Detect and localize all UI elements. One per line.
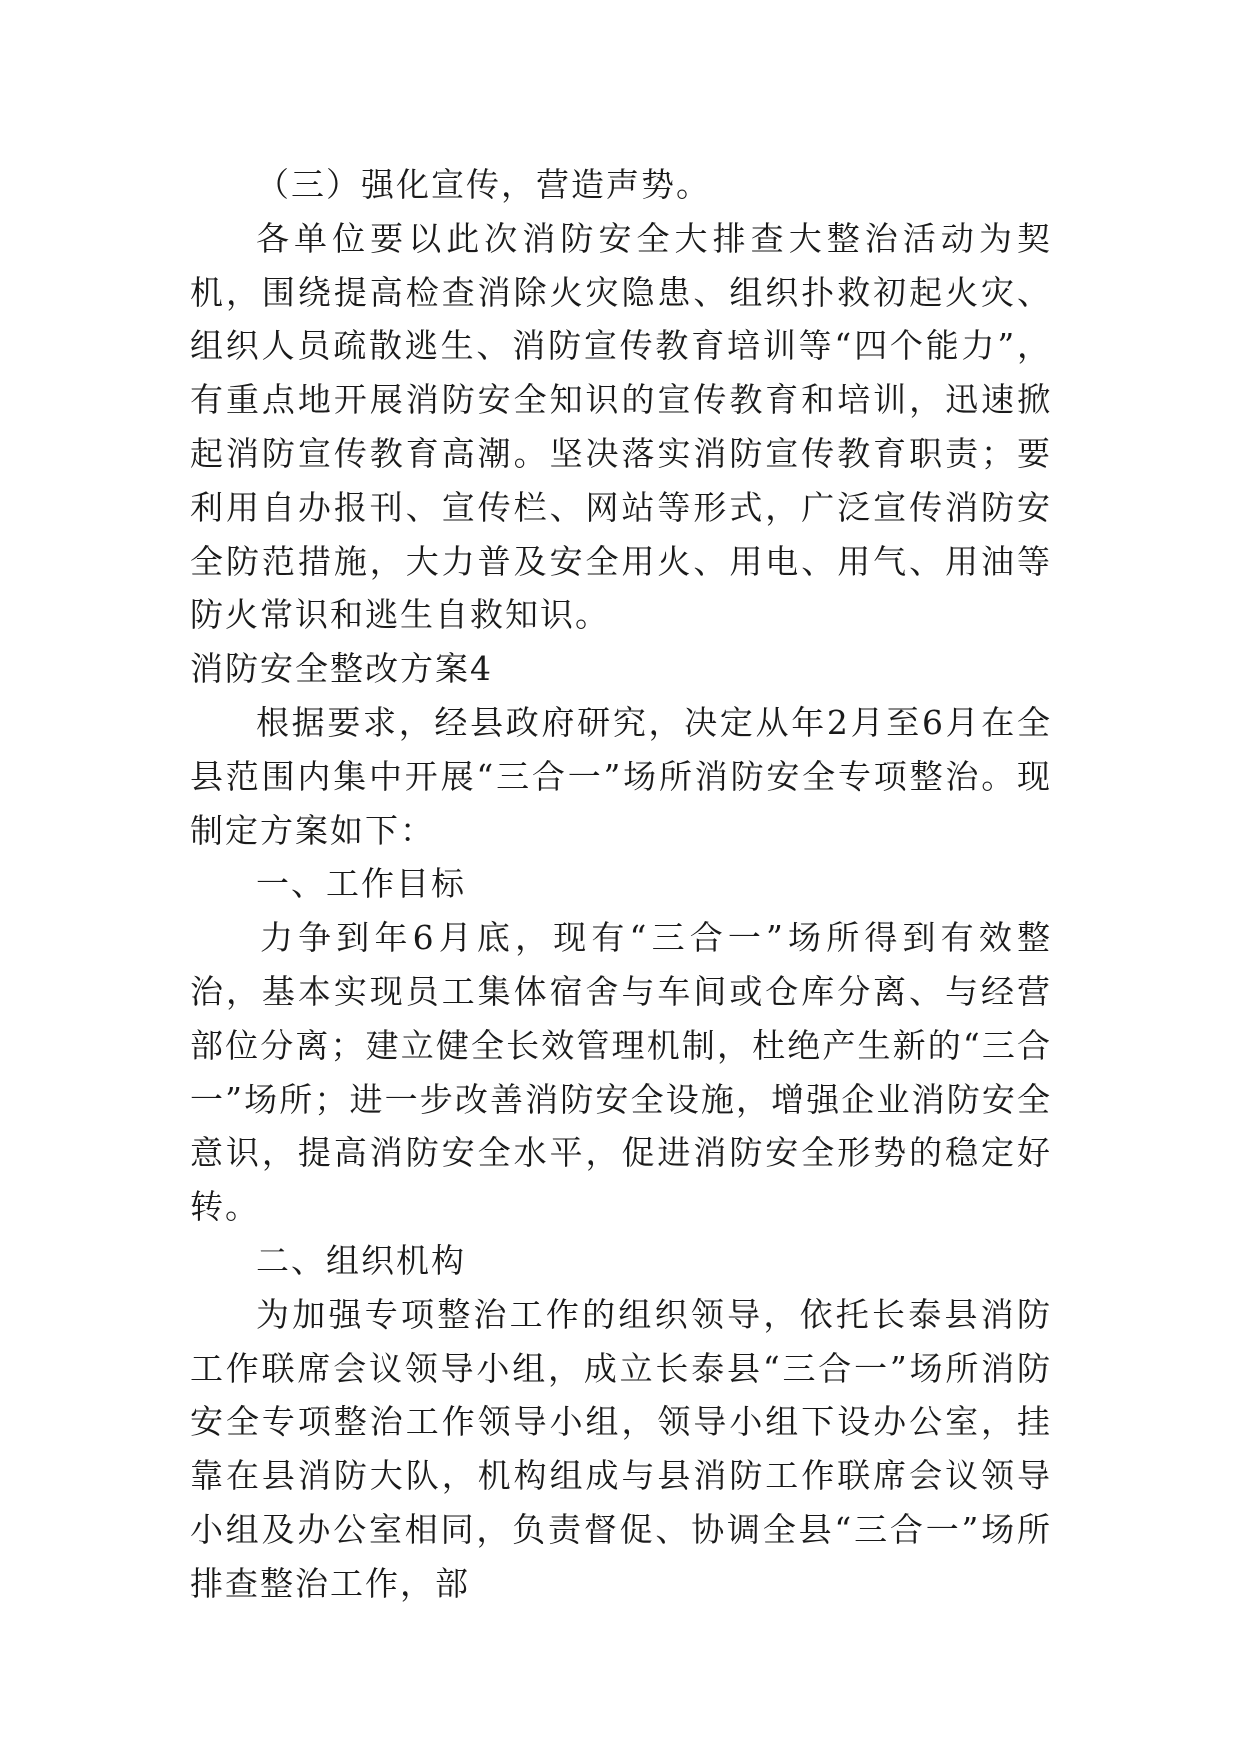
- paragraph-organization: 为加强专项整治工作的组织领导，依托长泰县消防工作联席会议领导小组，成立长泰县“三合一”场所消防安全专项整治工作领导小组，领导小组下设办公室，挂靠在县消防大队，机构组成与县消防工作联席会议领导小组及办公室相同，负责督促、协调全县“三合一”场所排查整治工作，部: [190, 1294, 1052, 1603]
- heading-work-goal: 一、工作目标: [256, 864, 466, 904]
- paragraph-publicity: 各单位要以此次消防安全大排查大整治活动为契机，围绕提高检查消除火灾隐患、组织扑救初起火灾、组织人员疏散逃生、消防宣传教育培训等“四个能力”，有重点地开展消防安全知识的宣传教育和培训，迅速掀起消防宣传教育高潮。坚决落实消防宣传教育职责；要利用自办报刊、宣传栏、网站等形式，广泛宣传消防安全防范措施，大力普及安全用火、用电、用气、用油等防火常识和逃生自救知识。: [190, 218, 1052, 635]
- document-body: [190, 158, 1052, 1611]
- section-title: 消防安全整改方案4: [190, 649, 493, 689]
- heading-strengthen-publicity: （三）强化宣传，营造声势。: [256, 165, 711, 204]
- paragraph-intro: 根据要求，经县政府研究，决定从年2月至6月在全县范围内集中开展“三合一”场所消防安全专项整治。现制定方案如下：: [190, 702, 1052, 850]
- heading-organization: 二、组织机构: [256, 1240, 466, 1280]
- paragraph-goal: 力争到年6月底，现有“三合一”场所得到有效整治，基本实现员工集体宿舍与车间或仓库分离、与经营部位分离；建立健全长效管理机制，杜绝产生新的“三合一”场所；进一步改善消防安全设施，增强企业消防安全意识，提高消防安全水平，促进消防安全形势的稳定好转。: [190, 918, 1052, 1227]
